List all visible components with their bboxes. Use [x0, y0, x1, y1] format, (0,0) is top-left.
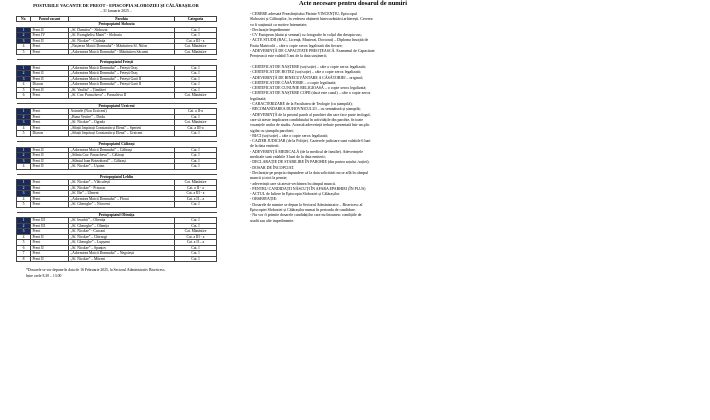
row-number: 4	[17, 164, 31, 170]
requirement-line: - CERTIFICAT DE CUNUNIE RELIGIOASĂ – o copie xerox legalizată;	[250, 85, 367, 91]
section-name: Protopopiatul Slobozia	[17, 22, 217, 28]
requirement-line: - Dosarele de numire se depun la Sectorul Administrativ – Bisericesc al	[250, 201, 363, 207]
row-post: Preot	[31, 114, 69, 120]
row-post: Preot	[31, 109, 69, 115]
row-number: 6	[17, 245, 31, 251]
row-parish: „Sf. Dumitru” - Slobozia	[69, 27, 175, 33]
row-post: Preot	[31, 49, 69, 55]
row-category: Cat. a II - a	[175, 185, 217, 191]
row-post: Preot	[31, 185, 69, 191]
row-parish: „Sf. Evanghelist Matei” - Slobozia	[69, 33, 175, 39]
requirement-line: - CARACTERIZARE de la Facultatea de Teologie (cu ștampilă);	[250, 101, 353, 107]
row-number: 6	[17, 93, 31, 99]
row-post: Preot	[31, 93, 69, 99]
row-category: Cat. I	[175, 158, 217, 164]
table-row	[17, 256, 217, 262]
row-category: Cat. I	[175, 256, 217, 262]
row-parish: „Adormirea Maicii Domnului” - Mănăstirea Săcueni	[69, 49, 175, 55]
row-number: 7	[17, 251, 31, 257]
row-post: Preot III	[31, 218, 69, 224]
row-parish: „Sf. Gheorghe” – Lupșanu	[69, 240, 175, 246]
row-parish: „Sf. Nicolae” – Chirnogi	[69, 234, 175, 240]
requirement-line: - CERTIFICAT DE BOTEZ (soț/soție) – câte o copie xerox legalizată;	[250, 69, 361, 75]
row-number: 1	[17, 218, 31, 224]
requirement-line: - CERTIFICAT DE CĂSĂTORIE – o copie legalizată;	[250, 79, 337, 85]
row-parish: „Sf. Nicolae” - Curcani	[69, 229, 175, 235]
row-number: 4	[17, 234, 31, 240]
footnote	[16, 268, 216, 278]
document-date: – 31 Ianuarie 2025 –	[100, 8, 132, 13]
row-parish: Axintele (Nou Urziceni)	[69, 109, 175, 115]
row-post: Preot II	[31, 153, 69, 159]
row-parish: „Sfântul Ioan Botezătorul” – Călărași	[69, 158, 175, 164]
row-category: Cat. I	[175, 27, 217, 33]
row-category: Cat. Mănăstire	[175, 120, 217, 126]
row-parish: „Nașterea Maicii Domnului” - Mânăstirea Sf. Nifon	[69, 44, 175, 50]
vacancies-panel	[16, 3, 216, 279]
footnote-line: *Dosarele se vor depune în data de 16 Februarie 2025, la Sectorul Administrativ Bisericesc,	[26, 268, 166, 273]
row-post: Preot	[31, 191, 69, 197]
row-category: Cat. a III - a	[175, 191, 217, 197]
row-number: 4	[17, 82, 31, 88]
header-parish: Parohia	[69, 16, 175, 22]
requirement-line: - CERTIFICAT DE NAȘTERE COPII (dacă este cazul) – câte o copie xerox	[250, 90, 371, 96]
row-parish: „Sfinții Împărați Constantin și Elena” – Sperieti	[69, 125, 175, 131]
section-name: Protopopiatul Fetești	[17, 60, 217, 66]
row-parish: „Sf. Nicolae” – Spanțov	[69, 245, 175, 251]
row-category: Cat. a III-a	[175, 125, 217, 131]
row-number: 1	[17, 27, 31, 33]
row-post: Preot II	[31, 38, 69, 44]
row-category: Cat. a II-a	[175, 109, 217, 115]
requirement-line: - ADEVERINȚĂ DE CAPACITATE PREOȚEASCĂ. Examenul de Capacitate	[250, 48, 375, 54]
requirement-line: - Declarație împedimente	[250, 26, 291, 32]
row-parish: „Sf. Nicolae” – Ograda	[69, 120, 175, 126]
row-category: Cat. I	[175, 87, 217, 93]
requirement-line: - DECLARAȚIE DE STABILIRE ÎN PAROHIE (din partea soțului /soției);	[250, 159, 370, 165]
section-name: Protopopiatul Lehliu	[17, 174, 217, 180]
requirement-line: va fi susținută cu motive întemeiate;	[250, 21, 308, 27]
row-parish: „Sf. Gheorghe” – Oltenița	[69, 223, 175, 229]
requirement-line: - PENTRU CANDIDAȚII NĂSCUȚI ÎN AFARA EPARHIEI (ÎN PLUS)	[250, 185, 366, 191]
row-category: Cat. I	[175, 245, 217, 251]
requirement-line: - BI/CI (soț/soție) – câte o copie xerox legalizată;	[250, 132, 328, 138]
requirement-line: - ACTUL de Iuliere în Episcopia Sloboziei și Călărașilor.	[250, 191, 341, 197]
row-number: 8	[17, 256, 31, 262]
row-post: Preot III	[31, 223, 69, 229]
row-parish: „Sf. Nicolae” - Ciulnița	[69, 38, 175, 44]
requirement-line: - Nu vor fi primite dosarele candidaților care nu întrunesc condițiile de	[250, 212, 362, 218]
row-number: 2	[17, 223, 31, 229]
requirement-line: legalizată;	[250, 95, 267, 101]
requirement-line: muncii și nici la pensie;	[250, 175, 288, 181]
row-parish: „Sfânta Cuv. Parascheva” – Călărași	[69, 153, 175, 159]
row-category: Cat. I	[175, 114, 217, 120]
requirement-line: care să ateste implicarea candidatului în activitățile din parohie, în toate	[250, 116, 363, 122]
row-parish: „Buna Vestire” – Dridu	[69, 114, 175, 120]
header-post: Postul vacant	[31, 16, 69, 22]
row-post: Diacon	[31, 131, 69, 137]
table-body	[17, 22, 217, 262]
row-category: Cat. Mănăstire	[175, 180, 217, 186]
row-number: 2	[17, 153, 31, 159]
requirement-line: - ADEVERINȚĂ DE BINECUVÂNTARE A CĂSĂTORIEI – original;	[250, 74, 363, 80]
requirement-line: - OBSERVAȚIE:	[250, 196, 278, 202]
requirements-list	[250, 11, 446, 223]
requirement-line: Sloboziei și Călărașilor, în vederea obținerii binecuvântării arhierești. Cererea	[250, 16, 373, 22]
row-category: Cat. Mănăstire	[175, 49, 217, 55]
row-category: Cat. I	[175, 164, 217, 170]
requirement-line: - DOSAR DE ÎNCOPCIAT.	[250, 164, 295, 170]
row-parish: „Adormirea Maicii Domnului” – Negoiești	[69, 251, 175, 257]
row-category: Cat. a III - a	[175, 234, 217, 240]
requirement-line: Preoțească este valabil 5 ani de la data susținerii;	[250, 53, 327, 59]
row-post: Preot II	[31, 245, 69, 251]
row-number: 5	[17, 240, 31, 246]
row-post: Preot	[31, 251, 69, 257]
row-post: Preot II	[31, 147, 69, 153]
requirement-line: sigilat cu ștampila parohiei;	[250, 127, 294, 133]
row-category: Cat. I	[175, 71, 217, 77]
row-category: Cat. Mănăstire	[175, 93, 217, 99]
row-parish: „Sf. Nicolae” - Prisacar	[69, 185, 175, 191]
row-number: 3	[17, 229, 31, 235]
row-number: 3	[17, 191, 31, 197]
row-post: Preot II	[31, 27, 69, 33]
row-post: Preot	[31, 240, 69, 246]
requirement-line: Foaia Matricolă – câte o copie xerox legalizată din fiecare;	[250, 42, 343, 48]
requirement-line: studii sau alte impedimente.	[250, 217, 295, 223]
requirement-line: - CERTIFICAT DE NAȘTERE (soț/soție) – câte o copie xerox legalizată;	[250, 63, 366, 69]
requirement-line: - ADEVERINȚĂ MEDICALĂ (de la medicul de familie). Adeverințele	[250, 148, 363, 154]
row-parish: „Sfinții Împărați Constantin și Elena” – Urziceni	[69, 131, 175, 137]
requirements-title: Acte necesare pentru dosarul de numiri	[299, 0, 407, 7]
row-post: Preot II	[31, 234, 69, 240]
requirement-line: medicale sunt valabile 3 luni de la data emiterii;	[250, 154, 326, 160]
requirement-line: - CERERE adresată Preasfințitului Părinte VINCENȚIU, Episcopul	[250, 11, 357, 16]
row-category: Cat. I	[175, 153, 217, 159]
row-number: 4	[17, 196, 31, 202]
row-post: Preot	[31, 120, 69, 126]
row-parish: „Adormirea Maicii Domnului” – Călărași	[69, 147, 175, 153]
row-parish: „Adormirea Maicii Domnului” – Fetești Oraș	[69, 65, 175, 71]
row-category: Cat. a II – a	[175, 240, 217, 246]
row-parish: „Adormirea Maicii Domnului” – Fetești Gară II	[69, 76, 175, 82]
requirement-line: - CAZIER JUDICIAR (de la Poliție). Cazierele judiciare sunt valabile 6 luni	[250, 138, 371, 144]
row-post: Preot	[31, 196, 69, 202]
row-category: Cat. I	[175, 218, 217, 224]
section-name: Protopopiatul Oltenița	[17, 212, 217, 218]
row-parish: „Adormirea Maicii Domnului” – Fetești Gară II	[69, 82, 175, 88]
row-category: Cat. I	[175, 223, 217, 229]
footnote-line: între orele 8.30 – 13.00	[26, 273, 62, 278]
row-parish: „Adormirea Maicii Domnului” – Florai	[69, 196, 175, 202]
row-post: Preot II	[31, 76, 69, 82]
row-number: 3	[17, 158, 31, 164]
row-number: 4	[17, 125, 31, 131]
row-category: Cat. Mănăstire	[175, 229, 217, 235]
row-parish: „Sf. Cuv. Parascheva” – Paraschiva II	[69, 93, 175, 99]
header-nr: Nr.	[17, 16, 31, 22]
row-category: Cat. I	[175, 82, 217, 88]
requirement-line: - adeverință care să ateste vechimea în câmpul muncii.	[250, 180, 337, 186]
row-post: Preot	[31, 180, 69, 186]
row-parish: „Sf. Ierarhii” – Oltenița	[69, 218, 175, 224]
row-number: 1	[17, 65, 31, 71]
row-category: Cat. Mănăstire	[175, 44, 217, 50]
row-parish: „Sf. Ilie” – Ulmeni	[69, 191, 175, 197]
row-category: Cat. a II – a	[175, 196, 217, 202]
requirement-line: vacanțele anilor de studiu. Această adeverință trebuie prezentată într-un plic	[250, 122, 370, 128]
row-parish: „Sf. Nicolae” – Mitreni	[69, 256, 175, 262]
row-post: Preot II	[31, 87, 69, 93]
row-category: Cat. I	[175, 33, 217, 39]
row-post: Diacon	[31, 82, 69, 88]
row-number: 2	[17, 114, 31, 120]
row-category: Cat. a III - a	[175, 38, 217, 44]
row-number: 5	[17, 131, 31, 137]
row-number: 5	[17, 49, 31, 55]
requirement-line: - Declarație pe propria răspundere că la data solicitării nu se află în câmpul	[250, 169, 369, 175]
requirements-panel	[250, 0, 446, 223]
row-post: Preot	[31, 44, 69, 50]
row-parish: „Sf. Nicolae” – Ușatan	[69, 164, 175, 170]
row-post: Preot	[31, 125, 69, 131]
row-category: Cat. I	[175, 76, 217, 82]
row-category: Cat. I	[175, 202, 217, 208]
document-title: POSTURILE VACANTE DE PREOT - EPISCOPIA SLOBOZIEI ȘI CĂLĂRAȘILOR	[33, 3, 199, 8]
row-number: 1	[17, 109, 31, 115]
vacancies-table	[16, 16, 217, 263]
row-number: 5	[17, 87, 31, 93]
row-parish: „Sf. Nicolae” – Vlăiculești	[69, 180, 175, 186]
row-number: 3	[17, 76, 31, 82]
row-category: Cat. I	[175, 251, 217, 257]
row-number: 3	[17, 38, 31, 44]
row-post: Preot	[31, 202, 69, 208]
row-post: Preot II	[31, 164, 69, 170]
row-category: Cat. I	[175, 131, 217, 137]
row-parish: „Sf. Vasiliu” – Țăndărei	[69, 87, 175, 93]
row-number: 3	[17, 120, 31, 126]
requirement-line: - RECOMANDAREA DUHOVNICULUI – cu semnătură și ștampilă;	[250, 106, 361, 112]
row-category: Cat. I	[175, 147, 217, 153]
requirement-line: de la data emiterii;	[250, 143, 280, 149]
requirement-line: - ADEVERINȚĂ de la preotul paroh al parohiei din care face parte teologul,	[250, 111, 371, 117]
row-number: 1	[17, 147, 31, 153]
row-number: 5	[17, 202, 31, 208]
row-post: Preot II	[31, 158, 69, 164]
row-number: 2	[17, 71, 31, 77]
row-parish: „Sf. Gheorghe” – Nicoreni	[69, 202, 175, 208]
row-post: Preot	[31, 229, 69, 235]
row-post: Preot II	[31, 71, 69, 77]
section-name: Protopopiatul Urziceni	[17, 103, 217, 109]
row-post: Preot II	[31, 256, 69, 262]
row-number: 2	[17, 185, 31, 191]
row-category: Cat. I	[175, 65, 217, 71]
requirement-line: - ACTE STUDII (BAC, Licență, Masterat, Doctorat) – Diploma însoțită de	[250, 37, 369, 43]
row-parish: „Adormirea Maicii Domnului” – Fetești Oraș	[69, 71, 175, 77]
requirement-line: Episcopiei Sloboziei și Călărașilor numai în perioada de candidare.	[250, 206, 356, 212]
row-post: Preot IV	[31, 33, 69, 39]
row-post: Preot	[31, 65, 69, 71]
header-category: Categoria	[175, 16, 217, 22]
row-number: 1	[17, 180, 31, 186]
row-number: 4	[17, 44, 31, 50]
section-name: Protopopiatul Călărași	[17, 142, 217, 148]
row-number: 2	[17, 33, 31, 39]
requirement-line: - CV European (datat și semnat) cu fotografie în colțul din dreapta sus;	[250, 32, 362, 38]
